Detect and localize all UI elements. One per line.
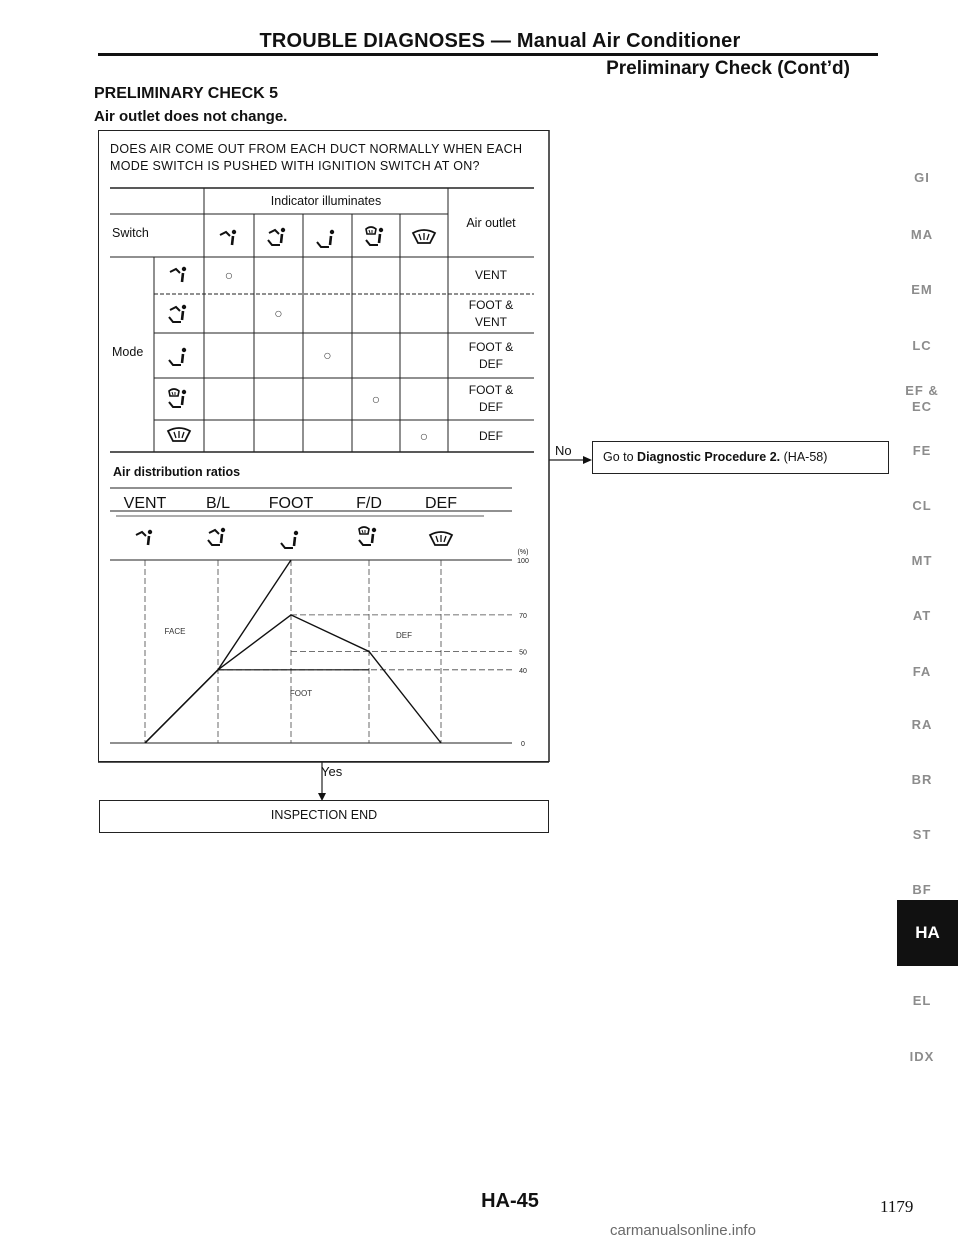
section-tab[interactable]: EF &	[905, 383, 939, 398]
goto-ref: (HA-58)	[780, 450, 828, 464]
section-tab[interactable]: GI	[914, 170, 930, 185]
foot-row-icon	[169, 348, 186, 365]
ytick-label: 50	[519, 649, 527, 657]
air-outlet-line1: VENT	[474, 268, 507, 282]
air-outlet-cell	[448, 382, 534, 416]
section-tab[interactable]: EL	[912, 993, 932, 1008]
air-outlet-cell	[448, 297, 534, 331]
foot-def-row-icon	[169, 389, 186, 407]
page-number: HA-45	[481, 1190, 539, 1212]
distribution-chart	[110, 549, 529, 748]
vent-header-icon	[220, 230, 236, 245]
def-area-label: DEF	[396, 631, 412, 640]
face-area-label: FACE	[164, 627, 186, 636]
def-row-icon	[168, 428, 190, 441]
section-tab[interactable]: CL	[912, 498, 932, 513]
section-tab[interactable]: ST	[912, 827, 932, 842]
foot-header-icon	[317, 230, 334, 247]
section-tab[interactable]: FA	[912, 664, 932, 679]
section-tab[interactable]: BF	[912, 882, 932, 897]
def-header-icon	[413, 230, 435, 243]
bilevel-header-icon	[268, 228, 285, 245]
no-label: No	[555, 443, 572, 458]
section-tab[interactable]: IDX	[909, 1049, 935, 1064]
indicator-mark: ○	[274, 305, 283, 321]
ytick-label: 70	[519, 612, 527, 620]
distribution-mode-label: VENT	[123, 495, 167, 512]
air-outlet-line1: DEF	[479, 428, 503, 443]
air-outlet-cell	[448, 267, 534, 284]
vent-row-icon	[170, 267, 186, 282]
ytick-label: 100	[517, 558, 529, 565]
air-outlet-cell	[448, 428, 534, 445]
section-tab[interactable]: MT	[911, 553, 933, 568]
switch-label: Switch	[112, 226, 149, 240]
indicator-mark: ○	[419, 427, 429, 444]
section-tab-active[interactable]: HA	[897, 900, 958, 966]
inspection-end-text: INSPECTION END	[270, 808, 378, 822]
distribution-mode-label: DEF	[425, 495, 457, 512]
y-unit-label: (%)	[517, 549, 529, 556]
goto-procedure-link[interactable]: Diagnostic Procedure 2.	[637, 450, 781, 464]
check-title: PRELIMINARY CHECK 5	[94, 85, 279, 102]
section-tab[interactable]: FE	[912, 443, 932, 458]
section-tab[interactable]: BR	[911, 772, 933, 787]
ytick-label: 0	[521, 741, 525, 748]
check-subtitle: Air outlet does not change.	[94, 108, 288, 125]
dist-foot-def-icon	[359, 527, 376, 545]
dist-bilevel-icon	[208, 528, 225, 545]
indicator-mark: ○	[323, 347, 332, 363]
yes-label: Yes	[321, 764, 343, 779]
distribution-mode-label: F/D	[356, 495, 382, 512]
no-arrow-head	[583, 456, 592, 464]
diagnostic-question: DOES AIR COME OUT FROM EACH DUCT NORMALLY WHEN EACH MODE SWITCH IS PUSHED WITH IGNITION SWITCH AT ON?	[110, 142, 523, 173]
section-tab[interactable]: AT	[912, 608, 932, 623]
total-page-number: 1179	[880, 1197, 914, 1216]
foot-area-label: FOOT	[289, 689, 313, 698]
mode-label: Mode	[112, 345, 144, 359]
section-tab[interactable]: MA	[910, 227, 934, 242]
section-tab[interactable]: EC	[911, 399, 933, 414]
goto-text[interactable]	[603, 450, 827, 464]
section-tab[interactable]: EM	[911, 282, 933, 297]
dist-vent-icon	[136, 530, 152, 545]
dist-def-icon	[430, 532, 452, 545]
distribution-mode-label: FOOT	[268, 495, 314, 512]
indicator-mark: ○	[371, 390, 381, 407]
air-outlet-line2: VENT	[474, 314, 507, 329]
page-header-subtitle: Preliminary Check (Cont’d)	[606, 58, 850, 79]
distribution-mode-label: B/L	[205, 495, 230, 512]
ytick-label: 40	[519, 667, 527, 675]
air-outlet-line1: FOOT &	[468, 297, 514, 312]
series-foot-rise	[145, 670, 218, 743]
air-outlet-line2: DEF	[479, 356, 503, 371]
section-tab[interactable]: LC	[912, 338, 932, 353]
goto-prefix: Go to	[603, 450, 638, 464]
dist-foot-icon	[281, 531, 298, 548]
air-outlet-line2: DEF	[479, 400, 503, 414]
distribution-title: Air distribution ratios	[113, 465, 241, 479]
indicator-mark: ○	[224, 267, 234, 283]
air-outlet-line1: FOOT &	[468, 383, 514, 397]
foot-def-header-icon	[366, 227, 383, 245]
page-header-title: TROUBLE DIAGNOSES — Manual Air Conditioner	[259, 30, 741, 52]
section-tab[interactable]: RA	[911, 717, 933, 732]
watermark: carmanualsonline.info	[610, 1222, 756, 1239]
indicator-header: Indicator illuminates	[270, 194, 382, 208]
air-outlet-header: Air outlet	[466, 216, 516, 230]
air-outlet-line1: FOOT &	[468, 339, 514, 354]
air-outlet-cell	[448, 339, 534, 373]
bilevel-row-icon	[169, 305, 186, 322]
